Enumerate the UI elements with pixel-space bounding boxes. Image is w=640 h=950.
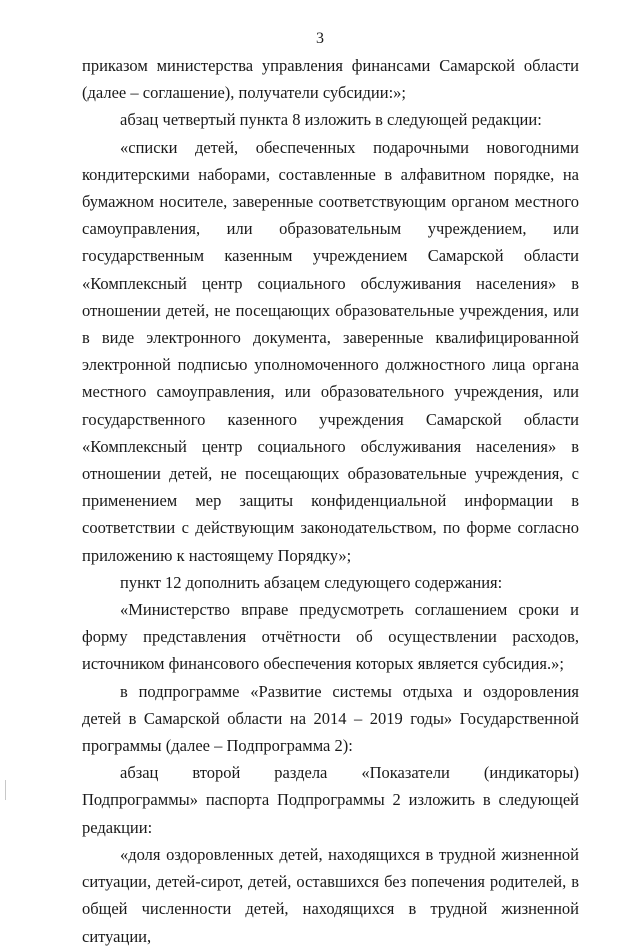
paragraph: «Министерство вправе предусмотреть соглашением сроки и форму представления отчётности об осуществлении расходов, источником финансового обеспечения которых является субсидия.»;	[82, 600, 579, 674]
paragraph: пункт 12 дополнить абзацем следующего содержания:	[120, 572, 503, 592]
paragraph: абзац второй раздела «Показатели (индикаторы) Подпрограммы» паспорта Подпрограммы 2 изложить в следующей редакции:	[82, 763, 579, 837]
paragraph: «доля оздоровленных детей, находящихся в трудной жизненной ситуации, детей-сирот, детей, оставшихся без попечения родителей, в общей численности детей, находящихся в трудной жизненной ситуации,	[82, 844, 579, 946]
document-body	[82, 52, 579, 950]
paragraph: в подпрограмме «Развитие системы отдыха и оздоровления детей в Самарской области на 2014 – 2019 годы» Государственной программы (далее – Подпрограмма 2):	[82, 681, 579, 756]
paragraph-continuation: приказом министерства управления финансами Самарской области (далее – соглашение), получатели субсидии:»;	[82, 56, 579, 103]
scan-margin-mark	[5, 780, 6, 800]
page-number: 3	[316, 30, 324, 47]
paragraph: «списки детей, обеспеченных подарочными новогодними кондитерскими наборами, составленные в алфавитном порядке, на бумажном носителе, заверенные соответствующим органом местного самоуправления, или образовательным учреждением, или государственным казенным учреждением Самарской области «Комплексный центр социального обслуживания населения» в отношении детей, не посещающих образовательные учреждения, или в виде электронного документа, заверенные квалифицированной электронной подписью уполномоченного должностного лица органа местного самоуправления, или образовательного учреждения, или государственного казенного учреждения Самарской области «Комплексный центр социального обслуживания населения» в отношении детей, не посещающих образовательные учреждения, с применением мер защиты конфиденциальной информации в соответствии с действующим законодательством, по форме согласно приложению к настоящему Порядку»;	[82, 137, 579, 565]
paragraph: абзац четвертый пункта 8 изложить в следующей редакции:	[120, 110, 542, 130]
